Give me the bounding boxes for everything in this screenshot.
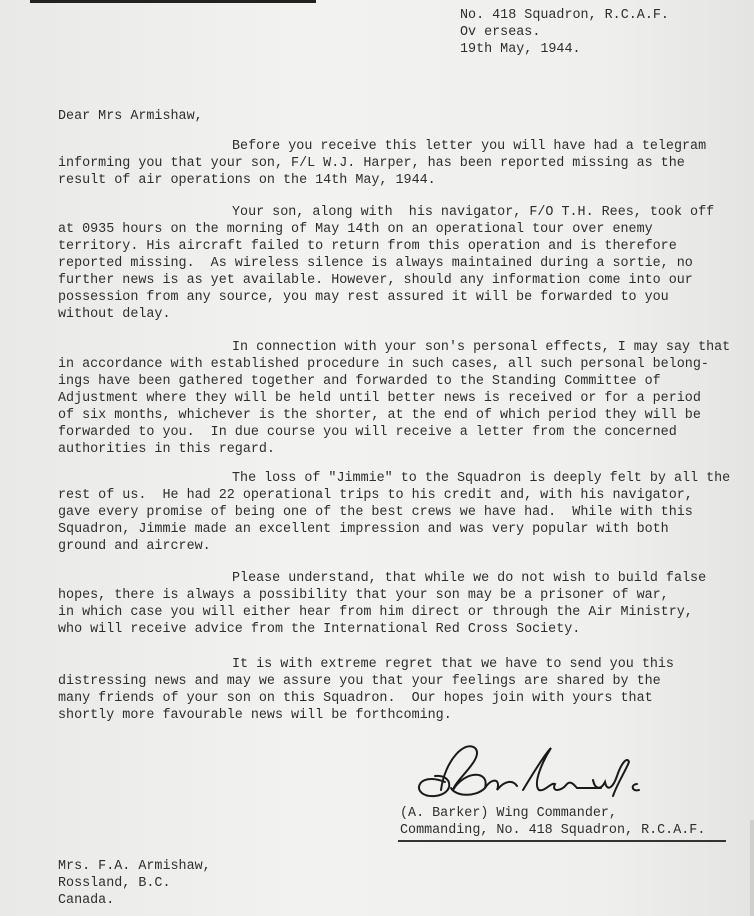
signature-underline (398, 840, 726, 842)
paragraph-6 (58, 656, 738, 724)
line: Please understand, that while we do not wish to build false (232, 571, 707, 586)
line: The loss of "Jimmie" to the Squadron is deeply felt by all the (232, 471, 731, 486)
line: of six months, whichever is the shorter, at the end of which period they will be (58, 408, 701, 423)
sender-unit: No. 418 Squadron, R.C.A.F. (460, 8, 669, 23)
salutation: Dear Mrs Armishaw, (58, 109, 203, 124)
line: Squadron, Jimmie made an excellent impression and was very popular with both (58, 522, 669, 537)
line: Your son, along with his navigator, F/O T.H. Rees, took off (232, 205, 715, 220)
line: rest of us. He had 22 operational trips to his credit and, with his navigator, (58, 488, 693, 503)
line: result of air operations on the 14th May, 1944. (58, 173, 436, 188)
recipient-name: Mrs. F.A. Armishaw, (58, 859, 211, 874)
line: possession from any source, you may rest assured it will be forwarded to you (58, 290, 669, 305)
paragraph-1 (58, 138, 738, 189)
line: Adjustment where they will be held until better news is received or for a period (58, 391, 701, 406)
sender-address (460, 7, 669, 58)
line: in which case you will either hear from him direct or through the Air Ministry, (58, 605, 693, 620)
line: at 0935 hours on the morning of May 14th on an operational tour over enemy (58, 222, 653, 237)
handwritten-signature (405, 740, 645, 806)
letter-date: 19th May, 1944. (460, 42, 581, 57)
top-border-bar (30, 0, 316, 3)
recipient-country: Canada. (58, 893, 115, 908)
paragraph-3 (58, 339, 738, 458)
line: reported missing. As wireless silence is always maintained during a sortie, no (58, 256, 693, 271)
line: further news is as yet available. However, should any information come into our (58, 273, 693, 288)
line: ground and aircrew. (58, 539, 211, 554)
sender-location: Ov erseas. (460, 25, 541, 40)
line: many friends of your son on this Squadron. Our hopes join with yours that (58, 691, 653, 706)
line: authorities in this regard. (58, 442, 275, 457)
line: shortly more favourable news will be forthcoming. (58, 708, 452, 723)
line: hopes, there is always a possibility that your son may be a prisoner of war, (58, 588, 669, 603)
line: In connection with your son's personal effects, I may say that (232, 340, 731, 355)
paragraph-4 (58, 470, 738, 555)
paragraph-5 (58, 570, 738, 638)
line: ings have been gathered together and forwarded to the Standing Committee of (58, 374, 661, 389)
signatory-title: Commanding, No. 418 Squadron, R.C.A.F. (400, 823, 706, 838)
signature-block (400, 805, 705, 839)
line: forwarded to you. In due course you will receive a letter from the concerned (58, 425, 677, 440)
line: Before you receive this letter you will have had a telegram (232, 139, 707, 154)
line: in accordance with established procedure in such cases, all such personal belong- (58, 357, 709, 372)
line: gave every promise of being one of the best crews we have had. While with this (58, 505, 693, 520)
line: informing you that your son, F/L W.J. Harper, has been reported missing as the (58, 156, 685, 171)
line: who will receive advice from the International Red Cross Society. (58, 622, 581, 637)
recipient-address (58, 858, 211, 909)
line: It is with extreme regret that we have to send you this (232, 657, 674, 672)
line: distressing news and may we assure you that your feelings are shared by the (58, 674, 661, 689)
line: territory. His aircraft failed to return from this operation and is therefore (58, 239, 677, 254)
paragraph-2 (58, 204, 738, 323)
recipient-city: Rossland, B.C. (58, 876, 171, 891)
page-edge (750, 820, 754, 916)
line: without delay. (58, 307, 171, 322)
signatory-name: (A. Barker) Wing Commander, (400, 806, 617, 821)
